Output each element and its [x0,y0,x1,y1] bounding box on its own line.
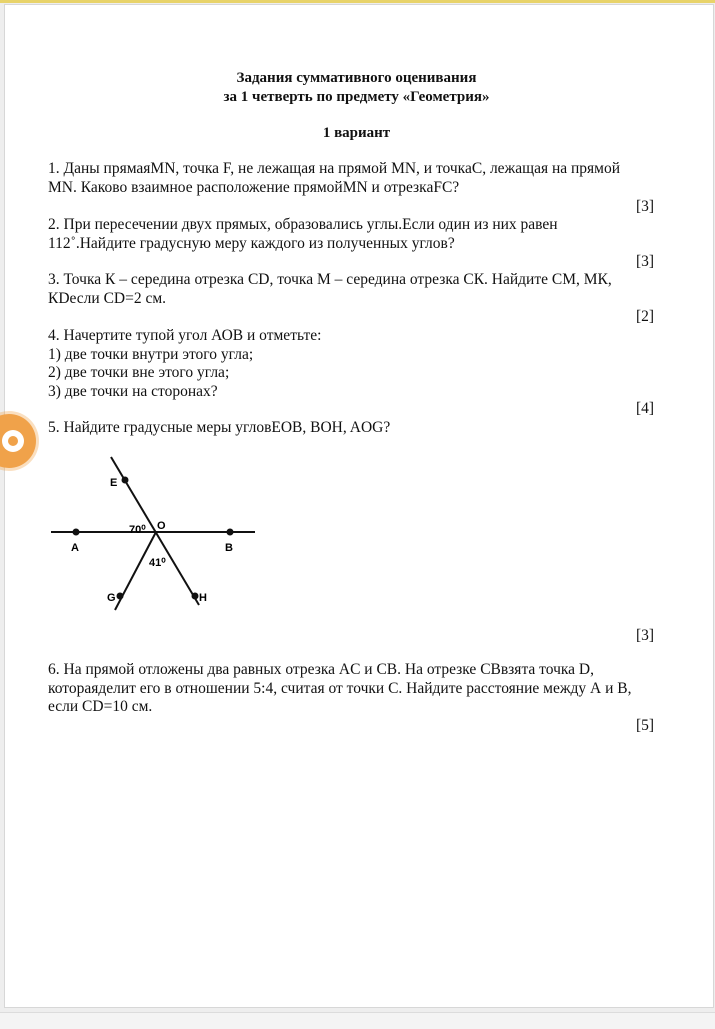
question-3: 3. Точка К – середина отрезка CD, точка М – середина отрезка СК. Найдите СМ, МК, КDесли CD=2 см. [48,271,612,307]
question-1: 1. Даны прямаяMN, точка F, не лежащая на прямой MN, и точкаC, лежащая на прямой MN. Каково взаимное расположение прямойMN и отрезкаFC? [48,160,621,196]
angle-label-top: 70⁰ [129,524,146,536]
point-h [192,593,199,600]
label-g: G [107,592,116,604]
question-4-score: [4] [636,400,655,417]
point-b [227,529,234,536]
question-1-score: [3] [636,198,655,215]
label-b: B [225,542,233,554]
record-icon [2,430,24,452]
label-h: H [199,592,207,604]
question-4: 4. Начертите тупой угол АОВ и отметьте: 1) две точки внутри этого угла; 2) две точки вне этого угла; 3) две точки на сторонах? [48,327,322,400]
label-o: O [157,520,166,532]
document-subtitle: за 1 четверть по предмету «Геометрия» [223,89,490,105]
point-a [73,529,80,536]
top-accent-line [0,0,715,3]
label-a: A [71,542,79,554]
document-page [4,4,714,1008]
question-6-score: [5] [636,717,655,734]
question-2: 2. При пересечении двух прямых, образовались углы.Если один из них равен 112˚.Найдите градусную меру каждого из полученных углов? [48,216,558,252]
point-g [117,593,124,600]
point-e [122,477,129,484]
label-e: E [110,477,118,489]
bottom-bar [0,1012,715,1029]
angle-diagram [49,455,264,615]
question-3-score: [2] [636,308,655,325]
question-5-score: [3] [636,627,655,644]
angle-label-bottom: 41⁰ [149,557,166,569]
question-2-score: [3] [636,253,655,270]
document-title: Задания суммативного оценивания [236,70,477,86]
variant-heading: 1 вариант [322,125,391,141]
question-6: 6. На прямой отложены два равных отрезка AC и CB. На отрезке CBвзята точка D, котораяделит его в отношении 5:4, считая от точки C. Найдите расстояние между А и В, если CD=10 см. [48,661,632,715]
question-5: 5. Найдите градусные меры угловEOB, BOH, AOG? [48,419,391,436]
